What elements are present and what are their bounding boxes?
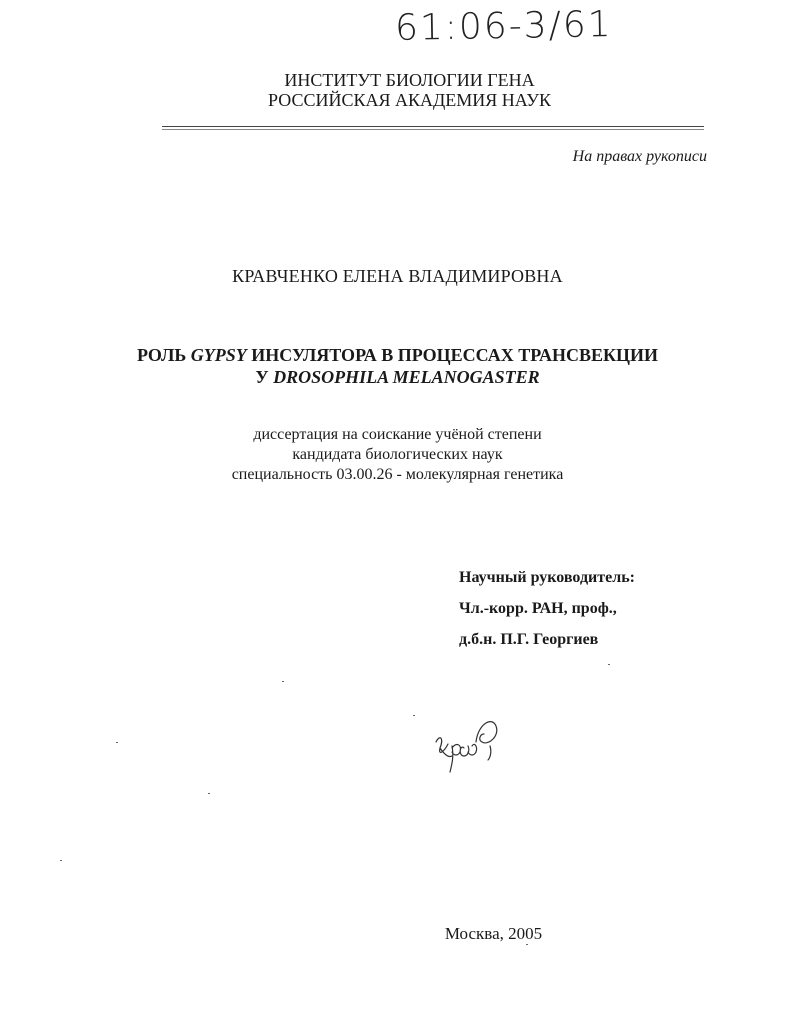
scan-speck: [60, 860, 62, 861]
scan-speck: [526, 944, 528, 945]
registry-code-handwritten: 61:06-3/61: [394, 4, 613, 49]
institute-name: ИНСТИТУТ БИОЛОГИИ ГЕНА: [284, 70, 535, 90]
city-year: Москва, 2005: [444, 924, 543, 943]
academy-name: РОССИЙСКАЯ АКАДЕМИЯ НАУК: [268, 90, 551, 110]
scan-speck: [608, 664, 610, 665]
author-name: КРАВЧЕНКО ЕЛЕНА ВЛАДИМИРОВНА: [232, 266, 563, 286]
degree-field-line: кандидата биологических наук: [292, 446, 503, 463]
header-divider-secondary: [162, 129, 704, 130]
thesis-title: [0, 344, 795, 388]
scan-speck: [413, 715, 415, 716]
header-divider: [162, 126, 704, 127]
thesis-description: [0, 425, 795, 485]
title-line-2: У DROSOPHILA MELANOGASTER: [255, 367, 540, 387]
scan-speck: [208, 793, 210, 794]
supervisor-heading: Научный руководитель:: [459, 569, 635, 586]
degree-line: диссертация на соискание учёной степени: [253, 426, 542, 443]
supervisor-position: Чл.-корр. РАН, проф.,: [459, 600, 617, 617]
supervisor-name: д.б.н. П.Г. Георгиев: [459, 631, 599, 648]
signature-handwritten: [430, 712, 510, 774]
scan-speck: [282, 681, 284, 682]
manuscript-note: На правах рукописи: [572, 148, 707, 165]
title-line-1: РОЛЬ GYPSY ИНСУЛЯТОРА В ПРОЦЕССАХ ТРАНСВЕКЦИИ: [136, 345, 659, 365]
specialty-line: специальность 03.00.26 - молекулярная генетика: [231, 466, 564, 483]
institute-header: [12, 70, 795, 110]
supervisor-block: [459, 562, 635, 655]
scan-speck: [116, 742, 118, 743]
